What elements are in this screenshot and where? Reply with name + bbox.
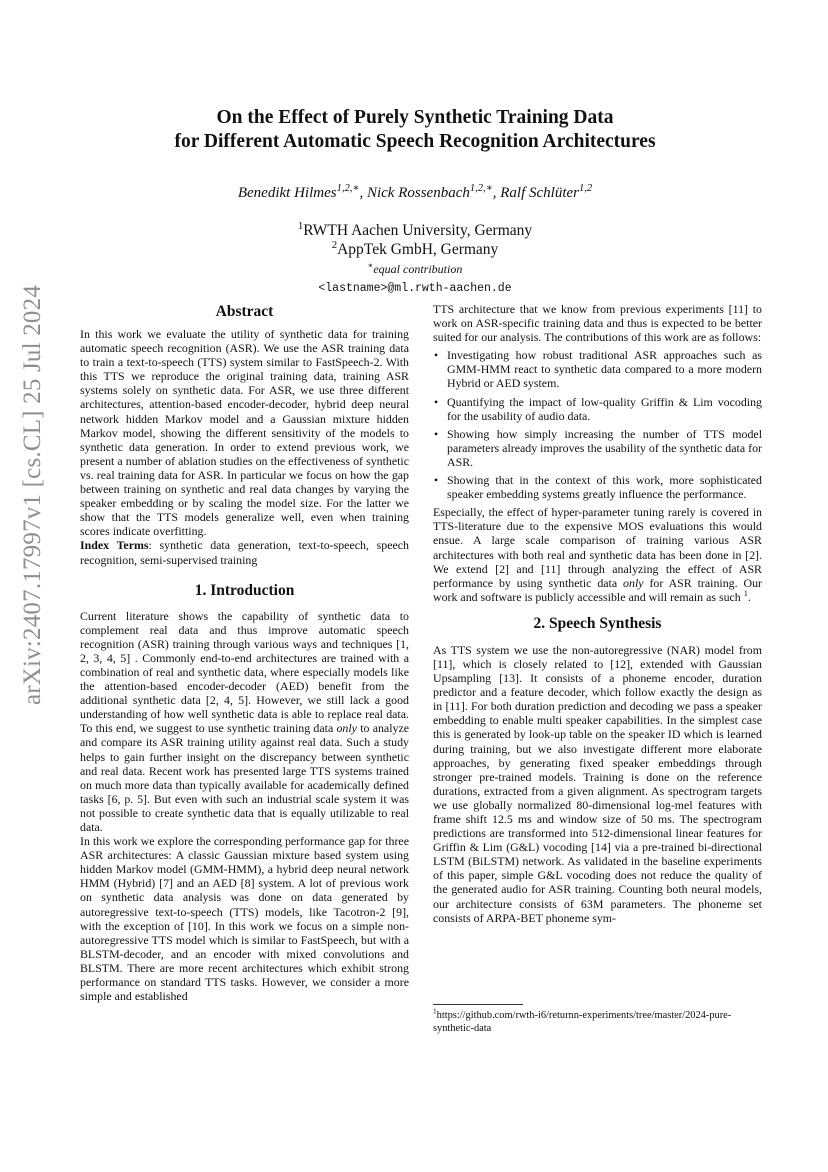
author-name: Ralf Schlüter bbox=[500, 185, 579, 201]
list-item-text: Showing that in the context of this work, more sophisticated speaker embedding systems greatly influence the performance. bbox=[447, 473, 762, 502]
intro-paragraph-1 bbox=[80, 609, 409, 835]
list-item bbox=[433, 427, 762, 469]
bullet-icon: • bbox=[434, 394, 439, 409]
bullet-icon: • bbox=[434, 426, 439, 441]
paper-title-line-2: for Different Automatic Speech Recognition Architectures bbox=[174, 131, 656, 152]
author-sep: , bbox=[492, 185, 501, 201]
bullet-icon: • bbox=[434, 473, 439, 488]
author-name: Nick Rossenbach bbox=[366, 185, 470, 201]
list-item-text: Investigating how robust traditional ASR approaches such as GMM-HMM react to synthetic data compared to a more modern Hybrid or AED system. bbox=[447, 348, 762, 391]
list-item-text: Quantifying the impact of low-quality Griffin & Lim vocoding for the usability of audio data. bbox=[447, 394, 762, 423]
list-item-text: Showing how simply increasing the number of TTS model parameters already improves the usability of the synthetic data for ASR. bbox=[447, 426, 762, 469]
index-terms bbox=[80, 538, 409, 566]
contact-email: <lastname>@ml.rwth-aachen.de bbox=[318, 282, 512, 295]
author-affil-sup: 1,2,∗ bbox=[336, 183, 360, 194]
footnote-rule bbox=[433, 1004, 523, 1005]
contributions-list bbox=[433, 348, 762, 501]
right-column bbox=[433, 302, 762, 925]
footnote-marker: 1 bbox=[743, 588, 748, 598]
author-sep: , bbox=[359, 185, 367, 201]
affil-text: RWTH Aachen University, Germany bbox=[303, 222, 533, 239]
intro-p3-end: . bbox=[747, 589, 751, 604]
speech-synthesis-heading: 2. Speech Synthesis bbox=[533, 614, 662, 632]
speech-synthesis-paragraph: As TTS system we use the non-autoregressive (NAR) model from [11], which is closely related to [12], extended with Gaussian Upsampling [13]. It consists of a phoneme encoder, duration predictor and a feature decoder, which follow exactly the design as in [11]. For both duration prediction and decoding we pass a speaker embedding to enable multi speaker capabilities. In the simplest case this is generated by look-up table on the speaker ID which is learned during training, but we also investigate different more elaborate approaches, by generating fixed speaker embeddings through stronger pre-trained models. Training is done on the reference durations, extracted from a given alignment. As spectrogram targets we use globally normalized 80-dimensional log-mel features with frame shift 12.5 ms and window size of 50 ms. The spectrogram predictions are transformed into 512-dimensional linear features for Griffin & Lim (G&L) vocoding [14] via a pre-trained bi-directional LSTM (BiLSTM) network. As validated in the baseline experiments of this paper, simple G&L vocoding does not reduce the quality of the generated audio for ASR training. Counting both neural models, our architecture consists of 63M parameters. The phoneme set consists of ARPA-BET phoneme sym- bbox=[433, 642, 762, 925]
left-column bbox=[80, 302, 409, 1003]
footnote bbox=[433, 1009, 762, 1035]
list-item bbox=[433, 473, 762, 501]
equal-contribution-note bbox=[80, 262, 750, 277]
intro-p1-tail: to analyze and compare its ASR training utility against real data. Such a study helps to gain further insight on the discrepancy between synthetic and real data. Recent work has presented large TTS systems trained on much more data than typically available for academically defined tasks [6, p. 5]. But even with such an industrial scale system it was not possible to create synthetic data that is equally utilizable to real data. bbox=[80, 721, 410, 834]
author-list bbox=[80, 185, 750, 202]
author-affil-sup: 1,2 bbox=[579, 183, 593, 194]
eq-text: equal contribution bbox=[373, 262, 463, 276]
intro-p3-text: Especially, the effect of hyper-parameter tuning rarely is covered in TTS-literature due to the expensive MOS evaluations this would ensue. A large scale comparison of training various ASR architectures with both real and synthetic data has been done in [2]. We extend [2] and [11] through analyzing the effect of ASR performance by using synthetic data bbox=[433, 505, 762, 590]
author-name: Benedikt Hilmes bbox=[237, 185, 337, 201]
footnote-link[interactable]: https://github.com/rwth-i6/returnn-experiments/tree/master/2024-pure-synthetic-data bbox=[433, 1010, 732, 1034]
footnote-sup: 1 bbox=[433, 1007, 437, 1016]
author-affil-sup: 1,2,∗ bbox=[469, 183, 493, 194]
affiliation-1 bbox=[80, 219, 750, 240]
affil-sup: 1 bbox=[297, 219, 304, 232]
intro-paragraph-2-cont: TTS architecture that we know from previous experiments [11] to work on ASR-specific training data and thus is expected to be better suited for our analysis. The contributions of this work are as follows: bbox=[433, 302, 762, 345]
abstract-heading: Abstract bbox=[215, 303, 274, 320]
intro-p3-tail: for ASR training. Our work and software is publicly accessible and will remain as such bbox=[433, 575, 762, 604]
index-terms-text: : synthetic data generation, text-to-speech, speech recognition, semi-supervised training bbox=[80, 538, 409, 567]
affiliation-2 bbox=[80, 238, 750, 259]
eq-sup: ∗ bbox=[367, 261, 374, 270]
abstract-text: In this work we evaluate the utility of synthetic data for training automatic speech recognition (ASR). We use the ASR training data to train a text-to-speech (TTS) system similar to FastSpeech-2. With this TTS we reproduce the original training data, training ASR systems solely on synthetic data. For ASR, we use three different architectures, attention-based encoder-decoder, hybrid deep neural network hidden Markov model and a Gaussian mixture hidden Markov model, showing the different sensitivity of the models to synthetic data generation. In order to extend previous work, we present a number of ablation studies on the effectiveness of synthetic vs. real training data for ASR. In particular we focus on how the gap between training on synthetic and real data changes by varying the speaker embedding or by scaling the model size. For the latter we show that the TTS models generalize well, even when training scores indicate overfitting. bbox=[80, 327, 409, 539]
index-terms-label: Index Terms bbox=[80, 538, 149, 553]
list-item bbox=[433, 348, 762, 390]
arxiv-stamp-text: arXiv:2407.17997v1 [cs.CL] 25 Jul 2024 bbox=[19, 284, 46, 706]
affil-sup: 2 bbox=[331, 238, 338, 251]
list-item bbox=[433, 395, 762, 423]
bullet-icon: • bbox=[434, 348, 439, 363]
intro-p1-text: Current literature shows the capability of synthetic data to complement real data and thus improve automatic speech recognition (ASR) training through various ways and techniques [1, 2, 3, 4, 5] . Commonly end-to-end architectures are trained with a combination of real and synthetic data, where especially models like the attention-based encoder-decoder (AED) benefit from the additional synthetic data [2, 4, 5]. However, we still lack a good understanding of how well synthetic data is able to replace real data. To this end, we suggest to use synthetic training data bbox=[80, 608, 409, 736]
intro-p3-emphasis: only bbox=[623, 575, 644, 590]
paper-title-line-1: On the Effect of Purely Synthetic Training Data bbox=[216, 107, 614, 128]
affil-text: AppTek GmbH, Germany bbox=[337, 241, 499, 258]
intro-heading: 1. Introduction bbox=[194, 581, 295, 599]
intro-paragraph-2: In this work we explore the corresponding performance gap for three ASR architectures: A classic Gaussian mixture based system using hidden Markov model (GMM-HMM), a hybrid deep neural network HMM (Hybrid) [7] and an AED [8] system. A lot of previous work on synthetic data analysis was done on data generated by autoregressive text-to-speech (TTS) models, like Tacotron-2 [9], with the exception of [10]. In this work we focus on a simple non-autoregressive TTS model which is similar to FastSpeech, but with a BLSTM-decoder, and an encoder with mixed convolutions and BLSTM. There are more recent architectures which exhibit strong performance on standard TTS tasks. However, we consider a more simple and established bbox=[80, 834, 409, 1004]
arxiv-stamp bbox=[19, 284, 46, 706]
intro-p1-emphasis: only bbox=[336, 721, 357, 736]
intro-paragraph-3 bbox=[433, 505, 762, 604]
